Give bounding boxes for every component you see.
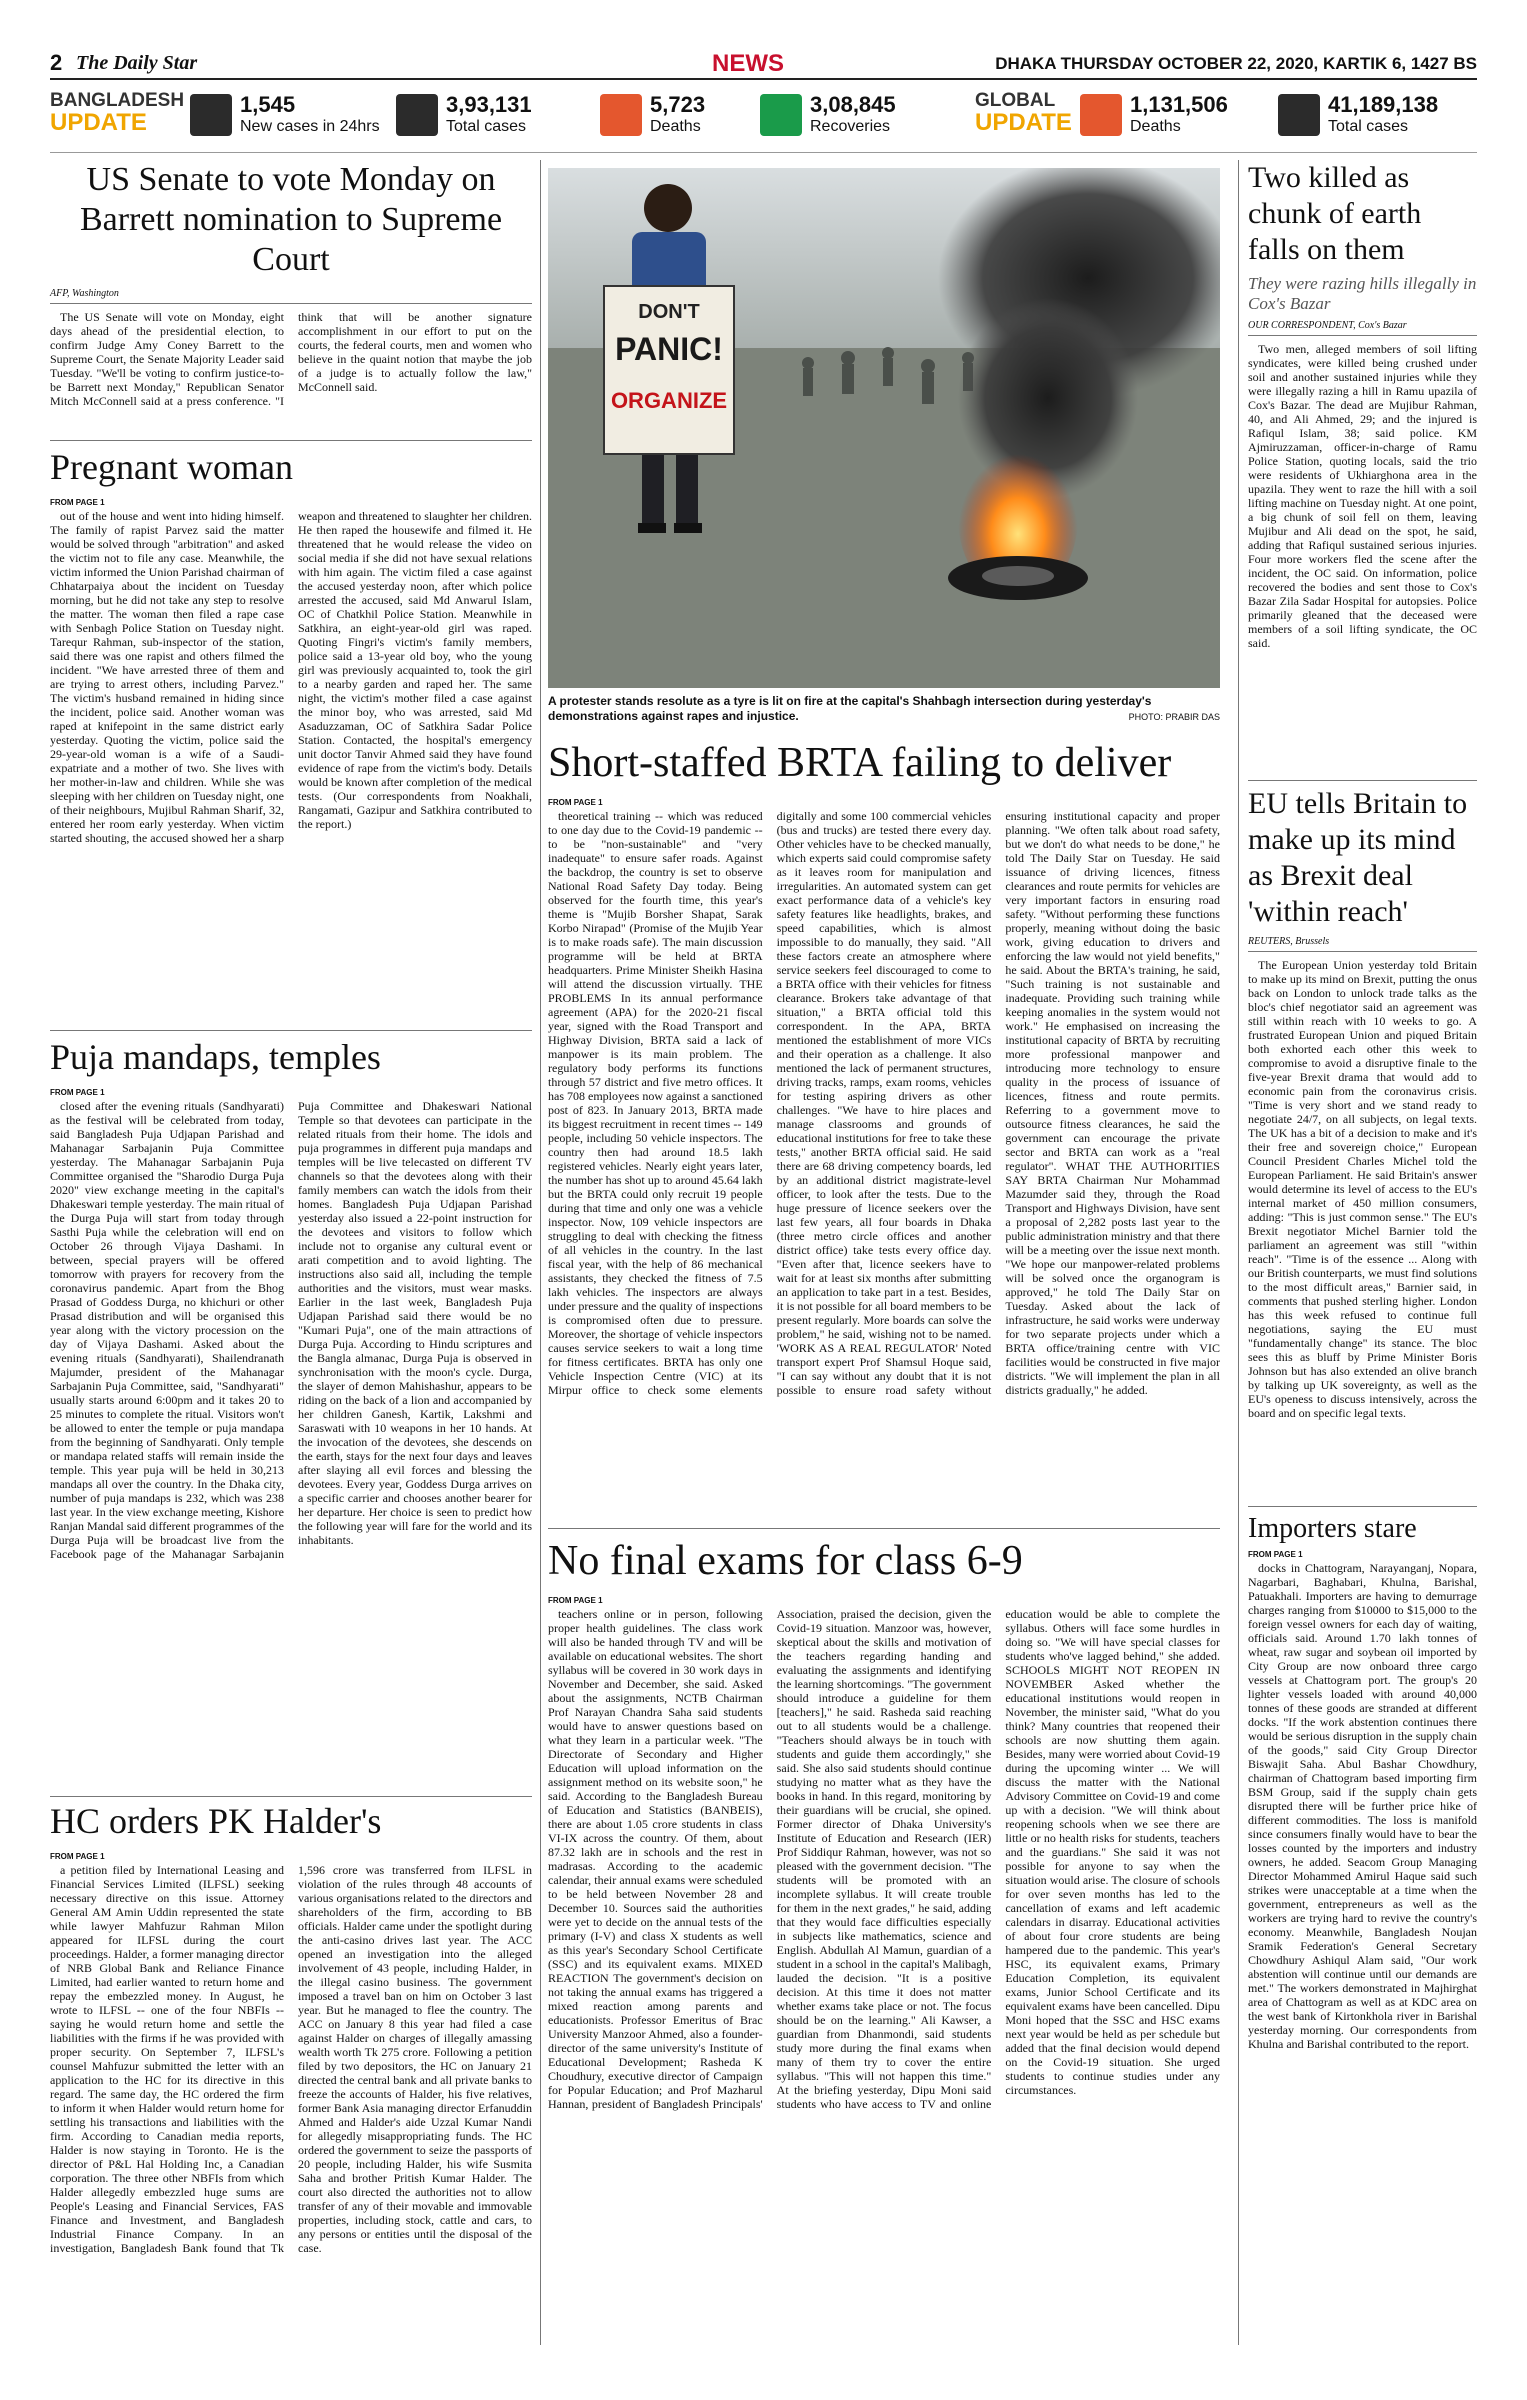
article-us-senate — [50, 160, 532, 428]
photo-svg — [548, 168, 1220, 688]
global-label-bottom: UPDATE — [975, 109, 1072, 136]
body-text: a petition filed by International Leasing and Financial Services Limited (ILFSL) seeking necessary directive on this issue. Attorney General AM Amin Uddin represented the state while lawyer Mahfuzur Rahman Milon appeared for ILFSL during the court proceedings. Halder, a former managing director of NRB Global Bank and Reliance Finance Limited, had earlier wanted to return home and repay the embezzled money. In August, he wrote to ILFSL -- one of the four NBFIs -- saying he would return home and settle the liabilities with the firms if he was provided with proper security. On September 7, ILFSL's counsel Mahfuzur submitted the letter with an application to the HC for its directive in this regard. The same day, the HC ordered the firm to inform it when Halder would return home for settling his transactions and liabilities with the firm. According to Canadian media reports, Halder is now staying in Toronto. He is the director of P&L Hal Holding Inc, a Canadian corporation. The three other NBFIs from which Halder allegedly embezzled huge sums are People's Leasing and Financial Services, FAS Finance and Investment, and Bangladesh Industrial Finance Company. In an investigation, Bangladesh Bank found that Tk 1,596 crore was transferred from ILFSL in violation of the rules through 48 accounts of various organisations related to the directors and shareholders of the firm, according to BB officials. Halder came under the spotlight during the anti-casino drives last year. The ACC opened an investigation into the alleged involvement of 43 people, including Halder, in the illegal casino business. The government imposed a travel ban on him on October 3 last year. But he managed to flee the country. The ACC on January 8 this year had filed a case against Halder on charges of illegally amassing wealth worth Tk 275 crore. Following a petition filed by two depositors, the HC on January 21 directed the central bank and all private banks to freeze the accounts of Halder, his five relatives, former Bank Asia managing director Erfanuddin Ahmed and Halder's aide Uzzal Kumar Nandi for allegedly misappropriating funds. The HC ordered the government to seize the passports of 20 people, including Halder, his wife Susmita Saha and brother Pritish Kumar Halder. The court also directed the authorities not to allow transfer of any of their movable and immovable properties, including stock, cattle and cars, to any persons or entities until the disposal of the case. — [50, 1863, 532, 2255]
stat-label: Deaths — [650, 118, 701, 135]
photo-caption: A protester stands resolute as a tyre is lit on fire at the capital's Shahbagh intersection during yesterday's demonstrations against rapes and injustice. — [548, 694, 1152, 723]
divider — [1248, 951, 1477, 952]
stat-value: 5,723 — [650, 92, 706, 117]
stat-label: Total cases — [1328, 118, 1409, 135]
from-page: FROM PAGE 1 — [50, 498, 105, 507]
divider — [1248, 1506, 1477, 1507]
article-body — [50, 1863, 532, 2393]
from-page: FROM PAGE 1 — [50, 1088, 105, 1097]
stat-value: 3,93,131 — [446, 92, 532, 117]
article-body — [1248, 1561, 1477, 2373]
protest-photo — [548, 168, 1220, 688]
page-number: 2 — [50, 50, 63, 75]
article-importers — [1248, 1512, 1477, 2373]
body-text: theoretical training -- which was reduced to one day due to the Covid-19 pandemic -- to be "non-sustainable" and "very inadequate" to ensure safer roads. Against the backdrop, the country is set to observe National Road Safety Day today. Being observed for the fourth time, this year's theme is "Mujib Borsher Shapat, Sarak Korbo Nirapad" (Promise of the Mujib Year is to make roads safe). The main discussion programme will be held at BRTA headquarters. Prime Minister Sheikh Hasina will attend the discussion virtually. THE PROBLEMS In its annual performance agreement (APA) for the 2020-21 fiscal year, signed with the Road Transport and Highway Division, BRTA said a lack of manpower is its main problem. The regulatory body performs its functions through 57 district and five metro offices. It has 708 employees now against a sanctioned post of 823. In January 2013, BRTA made its biggest recruitment in recent times -- 149 people, including 50 vehicle inspectors. The country then had around 18.5 lakh registered vehicles. Nearly eight years later, the number has shot up to around 45.64 lakh but the BRTA could only recruit 19 people during that time and only one was a vehicle inspector. Now, 109 vehicle inspectors are struggling to deal with checking the fitness of all vehicles in the country. In the last fiscal year, with the help of 86 mechanical assistants, they checked the fitness of 7.5 lakh vehicles. The inspectors are always under pressure and the quality of inspections is compromised often due to pressure. Moreover, the shortage of vehicle inspectors causes service seekers to wait a long time for fitness certificates. BRTA has only one Vehicle Inspection Centre (VIC) at its Mirpur office to check some elements digitally and some 100 commercial vehicles (bus and trucks) are tested there every day. Other vehicles have to be checked manually, which experts said could compromise safety as it leaves room for manipulation and irregularities. An automated system can get exact performance data of a vehicle's key safety features like headlights, brakes, and speed capabilities, which is almost impossible to do manually, they said. "All these factors create an atmosphere where service seekers feel discouraged to come to a BRTA office with their vehicles for fitness clearance. Brokers take advantage of that situation," a BRTA official told this correspondent. In the APA, BRTA mentioned the establishment of more VICs and their operation as a challenge. It also mentioned the lack of permanent structures, driving tracks, ramps, exam rooms, vehicles for testing aspiring drivers as other challenges. "We have to hire places and manage classrooms and grounds of educational institutions for free to take these tests," another BRTA official said. He said there are 68 driving competency boards, led by an additional district magistrate-level officer, to look after the tests. Due to the huge pressure of licence seekers over the last few years, all four boards in Dhaka (three metro circle offices and another district office) take tests every office day. "Even after that, licence seekers have to wait for at least six months after submitting an application to take part in a test. Besides, it is not possible for all board members to be present regularly. More boards can solve the problem," he said, wishing not to be named. 'WORK AS A REAL REGULATOR' Noted transport expert Prof Shamsul Hoque said, "I can say without any doubt that it is not possible to ensure road safety without ensuring institutional capacity and proper planning. "We often talk about road safety, but we don't do what needs to be done," he told The Daily Star on Tuesday. He said issuance of driving licences, fitness clearances and route permits for vehicles are very important factors in ensuring road safety. "Without performing these functions properly, meaning without doing the basic work, giving education to drivers and enforcing the law would not yield benefits," he said. About the BRTA's training, he said, "Such training is not sustainable and inadequate. Providing such training while keeping anomalies in the system would not work." He emphasised on increasing the institutional capacity of BRTA by recruiting more professional manpower and introducing more technology to ensure quality in the process of issuance of licences, fitness and route permits. Referring to a government move to outsource fitness clearances, he said the government can encourage the private sector and BRTA can work as a "real regulator". WHAT THE AUTHORITIES SAY BRTA Chairman Nur Mohammad Mazumder said they, through the Road Transport and Highways Division, have sent a proposal of 2,282 posts last year to the public administration ministry and that there will be a meeting over the issue next month. "We hope our manpower-related problems will be solved once the organogram is approved," he told The Daily Star on Tuesday. Asked about the lack of infrastructure, he said works were underway for two separate projects under which a BRTA office/training centre with VIC facilities would be constructed in five major districts. "We will implement the plan in all districts gradually," he added. — [548, 809, 1220, 1397]
body-text: closed after the evening rituals (Sandhyarati) as the festival will be celebrated from today, said Bangladesh Puja Udjapan Parishad and Mahanagar Sarbajanin Puja Committee yesterday. The Mahanagar Sarbajanin Puja Committee organised the "Sharodio Durga Puja 2020" view exchange meeting in the capital's Dhakeswari temple yesterday. The main ritual of the Durga Puja will start from today through Sasthi Puja while the celebration will end on October 26 through Vijaya Dashami. In between, special prayers will be offered tomorrow with prayers for recovery from the coronavirus pandemic. Apart from the Bhog Prasad of Goddess Durga, no khichuri or other Prasad distribution and will be organised this year along with the victory procession on the day of Vijaya Dashami. Asked about the evening rituals (Sandhyarati), Shailendranath Majumder, president of the Mahanagar Sarbajanin Puja Committee, said, "Sandhyarati" usually starts around 6:00pm and it takes 20 to 25 minutes to complete the ritual. Visitors won't be allowed to enter the temple or puja mandapa from the beginning of Sandhyarati. Only temple or mandapa related staffs will remain inside the temple. This year puja will be held in 30,213 mandaps all over the country. In the Dhaka city, number of puja mandaps is 232, which was 238 last year. In the view exchange meeting, Kishore Ranjan Mandal said different programmes of the Durga Puja will be broadcast live from the Facebook page of the Mahanagar Sarbajanin Puja Committee and Dhakeswari National Temple so that devotees can participate in the related rituals from their home. The idols and puja programmes in different puja mandaps and temples will be live telecasted on different TV channels so that the devotees along with their family members can watch the idols from their homes. Bangladesh Puja Udjapan Parishad yesterday also issued a 22-point instruction for the devotees and visitors to follow which include not to organise any cultural event or arati competition and to avoid lighting. The instructions also said all, including the temple authorities and the visitors, must wear masks. Earlier in the last week, Bangladesh Puja Udjapan Parishad said there would be no "Kumari Puja", one of the main attractions of Durga Puja. According to Hindu scriptures and the Bangla almanac, Durga Puja is observed in synchronisation with the moon's cycle. Durga, the slayer of demon Mahishashur, appears to be riding on the back of a lion and accompanied by her children Ganesh, Kartik, Lakshmi and Saraswati with 10 weapons in her 10 hands. At the invocation of the devotees, she descends on the earth, stays for the next four days and leaves after slaying all evil forces and blessing the devotees. Every year, Goddess Durga arrives on a specific carrier and chooses another bearer for her departure. Her choice is seen to predict how the following year will fare for the world and its inhabitants. — [50, 1099, 532, 1561]
bangladesh-update-label — [50, 90, 184, 134]
article-pregnant-woman — [50, 446, 532, 1034]
stat-value: 41,189,138 — [1328, 92, 1439, 117]
column-divider — [540, 160, 541, 2345]
section-name: NEWS — [712, 50, 784, 77]
divider — [1248, 335, 1477, 336]
headline: HC orders PK Halder's — [50, 1801, 382, 1841]
divider — [1248, 780, 1477, 781]
check-icon — [760, 94, 802, 136]
body-text: teachers online or in person, following proper health guidelines. The class work will also be handed through TV and will be available on educational websites. The short syllabus will be covered in 30 work days in November and December, she said. Asked about the assignments, NCTB Chairman Prof Narayan Chandra Saha said students would have to answer questions based on what they learn in a particular week. "The Directorate of Secondary and Higher Education will upload information on the assignment method on its website soon," he said. According to the Bangladesh Bureau of Education and Statistics (BANBEIS), there are about 1.05 crore students in class VI-IX across the country. Of them, about 87.32 lakh are in schools and the rest in madrasas. According to the academic calendar, their annual exams were scheduled to be held between November 28 and December 10. Sources said the authorities were yet to decide on the annual tests of the primary (I-V) and class X students as well as this year's Secondary School Certificate (SSC) and its equivalent exams. MIXED REACTION The government's decision on not taking the annual exams has triggered a mixed reaction among parents and educationists. Professor Emeritus of Brac University Manzoor Ahmed, also a founder-director of the same university's Institute of Educational Development; Rasheda K Choudhury, executive director of Campaign for Popular Education; and Prof Mazharul Hannan, president of Bangladesh Principals' Association, praised the decision, given the Covid-19 situation. Manzoor was, however, skeptical about the skills and motivation of the teachers regarding handing and evaluating the assignments and identifying the learning shortcomings. "The government should introduce a guideline for them [teachers]," he said. Rasheda said reaching out to all students would be a challenge. "Teachers should always be in touch with students and guide them accordingly," she said. She also said students should continue studying no matter what as they have the books in hand. In this regard, monitoring by their guardians will be crucial, she opined. Former director of Dhaka University's Institute of Education and Research (IER) Prof Siddiqur Rahman, however, was not so pleased with the government decision. "The students will be promoted with an incomplete syllabus. It will create trouble for them in the next grades," he said, adding that they would face difficulties especially in subjects like mathematics, science and English. Abdullah Al Mamun, guardian of a student in a school in the capital's Malibagh, lauded the decision. "It is a positive decision. At this time it does not matter whether exams take place or not. The focus should be on the learning." Ali Kawser, a guardian from Dhanmondi, said students study more during the final exams when many of them try to cover the entire syllabus. "This will not happen this time." At the briefing yesterday, Dipu Moni said students who have access to TV and online education would be able to complete the syllabus. Others will face some hurdles in doing so. "We will have special classes for students who've lagged behind," she added. SCHOOLS MIGHT NOT REOPEN IN NOVEMBER Asked whether the educational institutions would reopen in November, the minister said, "What do you think? Many countries that reopened their schools are now shutting them again. Besides, many were worried about Covid-19 during the upcoming winter ... We will discuss the matter with the National Advisory Committee on Covid-19 and come up with a decision. "We will think about reopening schools when we see there are little or no health risks for students, teachers and the guardians." She said it was not possible for anyone to say when the situation would arise. The closure of schools for over seven months has led to the cancellation of exams and left academic calendars in disarray. Educational activities of about four crore students are being hampered due to the pandemic. This year's HSC, its equivalent exams, Primary Education Completion, its equivalent exams, Junior School Certificate and its equivalent exams have been cancelled. Dipu Moni hoped that the SSC and HSC exams next year would be held as per schedule but added that the final decision would depend on the Covid-19 situation. She urged students to continue studies under any circumstances. — [548, 1607, 1220, 2111]
byline: REUTERS, Brussels — [1248, 936, 1330, 947]
byline: OUR CORRESPONDENT, Cox's Bazar — [1248, 320, 1407, 331]
divider — [50, 303, 532, 304]
stat-label: Recoveries — [810, 118, 891, 135]
article-body — [548, 809, 1220, 1531]
headline: Pregnant woman — [50, 447, 293, 487]
headline: No final exams for class 6-9 — [548, 1538, 1023, 1584]
coffin-icon — [600, 94, 642, 136]
subheadline: They were razing hills illegally in Cox's Bazar — [1248, 274, 1477, 313]
paper-name: The Daily Star — [76, 52, 198, 74]
headline: Puja mandaps, temples — [50, 1037, 381, 1077]
stat-value: 3,08,845 — [810, 92, 896, 117]
article-body — [50, 310, 532, 428]
article-hc-orders — [50, 1800, 532, 2393]
divider — [548, 1528, 1220, 1529]
tyre-hole — [982, 566, 1054, 586]
from-page: FROM PAGE 1 — [548, 1596, 603, 1605]
body-text: docks in Chattogram, Narayanganj, Nopara, Nagarbari, Baghabari, Khulna, Barishal, Patuakhali. Importers are having to demurrage charges ranging from $10000 to $15,000 to the foreign vessel owners for each day of waiting, officials said. Around 1.70 lakh tonnes of wheat, raw sugar and soybean oil imported by City Group are now onboard three cargo vessels at Chattogram port. The group's 20 lighter vessels loaded with around 40,000 tonnes of these goods are stranded at different docks. "If the work abstention continues there would be serious disruption in the supply chain of the goods," said City Group Director Biswajit Saha. Abul Bashar Chowdhury, chairman of Chattogram based importing firm BSM Group, said if the supply chain gets disrupted there will be further price hike of different commodities. The loss is manifold since consumers finally would have to bear the losses counted by the importers and industry owners, he added. Seacom Group Managing Director Mohammed Amirul Haque said such strikes were unacceptable at a time when the government, entrepreneurs as well as the workers are trying hard to revive the country's economy. Meanwhile, Bangladesh Noujan Sramik Federation's General Secretary Chowdhury Ashiqul Alam said, "Our work abstention will continue until our demands are met." The workers demonstrated in Majhirghat area of Chattogram as well as at KDC area on the west bank of Kirtonkhola river in Barishal yesterday morning. Our correspondents from Khulna and Barishal contributed to the report. — [1248, 1561, 1477, 2051]
divider — [50, 1796, 532, 1797]
divider — [50, 440, 532, 441]
masthead — [50, 50, 1477, 80]
coffin-icon — [1080, 94, 1122, 136]
bd-label-bottom: UPDATE — [50, 109, 147, 136]
body-text: Two men, alleged members of soil lifting syndicates, were killed being crushed under soil and another sustained injuries while they were illegally razing a hill in Ramu upazila of Cox's Bazar. The dead are Mujibur Rahman, 40, and Ali Ahmed, 29; and the injured is Rafiqul Islam, 38; said police. KM Ajmiruzzaman, officer-in-charge of Ramu Police Station, quoting locals, said the trio were residents of Ukhiarghona area in the upazila. They went to raze the hill with a soil lifting machine on Tuesday night. At one point, a big chunk of soil fell on them, leaving Mujibur and Ali dead on the spot, he said, adding that Rafiqul sustained serious injuries. Four more workers fled the scene after the incident, the OC said. On information, police recovered the bodies and sent those to Cox's Bazar Zila Sadar Hospital for autopsies. Police primarily gleaned that the deceased were members of a soil lifting syndicate, the OC said. — [1248, 342, 1477, 650]
sign-line-3: ORGANIZE — [610, 388, 728, 413]
column-divider — [1238, 160, 1239, 2345]
stat-value: 1,545 — [240, 92, 296, 117]
headline: Importers stare — [1248, 1513, 1417, 1544]
sign-line-2: PANIC! — [615, 331, 723, 367]
body-text: The US Senate will vote on Monday, eight days ahead of the presidential election, to confirm Judge Amy Coney Barrett to the Supreme Court, the Senate Majority Leader said Tuesday. "We'll be voting to confirm justice-to-be Barrett next Monday," Republican Senator Mitch McConnell said at a press conference. "I think that will be another signature accomplishment in our effort to put on the courts, the federal courts, men and women who believe in the quaint notion that maybe the job of a judge is to actually follow the law," McConnell said. — [50, 310, 532, 408]
article-exams — [548, 1536, 1220, 2387]
headline: Two killed as chunk of earth falls on them — [1248, 161, 1422, 266]
bd-label-top: BANGLADESH — [50, 90, 185, 111]
global-update-label — [975, 90, 1072, 134]
article-body — [50, 509, 532, 1034]
patient-icon — [1278, 94, 1320, 136]
article-body — [1248, 342, 1477, 734]
body-text: out of the house and went into hiding himself. The family of rapist Parvez said the matter would be solved through "arbitration" and asked the victim not to file any case. Meanwhile, the victim informed the Union Parishad chairman of Chhatarpaiya about the incident on Tuesday morning, but he did not take any step to resolve the matter. The woman then filed a rape case with Senbagh Police Station on Tuesday night. Tarequr Rahman, sub-inspector of the station, said there was one rapist and others filmed the incident. "We have arrested three of them and are trying to arrest others, including Parvez." The victim's husband remained in hiding since the incident, police said. Another woman was raped at knifepoint in the same district early yesterday. Quoting the victim, police said the 29-year-old woman is a wife of a Saudi-expatriate and a mother of two. She lives with her mother-in-law and children. While she was sleeping with her children on Tuesday night, one of their neighbours, Mujibul Rahman Sharif, 32, entered her room early yesterday. When victim started shouting, the accused showed her a sharp weapon and threatened to slaughter her children. He then raped the housewife and filmed it. He threatened that he would release the video on social media if she did not have sexual relations with him again. The victim filed a case against the accused yesterday noon, after which police arrested the accused, said Md Anwarul Islam, OC of Chatkhil Police Station. Meanwhile in Satkhira, an eight-year-old girl was raped. Quoting Fingri's victim's family members, police said a 13-year old boy, who the young girl was previously acquainted to, took the girl to a nearby garden and raped her. The same night, the victim's mother filed a case against the minor boy, who was arrested, said Md Asaduzzaman, OC of Satkhira Sadar Police Station. Contacted, the hospital's emergency unit doctor Tanvir Ahmed said they have found evidence of rape from the victim's body. Details would be known after completion of the medical tests. (Our correspondents from Noakhali, Rangamati, Gazipur and Satkhira contributed to the report.) — [50, 509, 532, 845]
stat-label: New cases in 24hrs — [240, 118, 380, 135]
headline: Short-staffed BRTA failing to deliver — [548, 740, 1172, 786]
photo-caption-block — [548, 694, 1220, 722]
body-text: The European Union yesterday told Britain to make up its mind on Brexit, putting the onus back on London to unlock trade talks as the bloc's chief negotiator said an agreement was still within reach with 10 weeks to go. A frustrated European Union and piqued Britain both exhorted each other this week to compromise to avoid a disruptive finale to the five-year Brexit drama that would add to economic pain from the coronavirus crisis. "Time is very short and we stand ready to negotiate 24/7, on all subjects, on legal texts. The UK has a bit of a decision to make and it's their free and sovereign choice," European Council President Charles Michel told the European Parliament. He said Britain's answer would determine its level of access to the EU's internal market of 450 million consumers, adding: "This is just common sense." The EU's Brexit negotiator Michel Barnier told the parliament an agreement was still "within reach". "Time is of the essence ... Along with our British counterparts, we must find solutions to the most difficult areas," Barnier said, in comments that pushed sterling higher. London has this week refused to continue full negotiations, saying the EU must "fundamentally change" its stance. The bloc sees this as bluff by Prime Minister Boris Johnson but has also extended an olive branch by talking up UK sovereignty, as well as the EU's openess to discuss intensively, across the board and on specific legal texts. — [1248, 958, 1477, 1420]
byline: AFP, Washington — [50, 288, 119, 299]
covid-update-strip — [50, 84, 1477, 153]
from-page: FROM PAGE 1 — [548, 798, 603, 807]
headline: US Senate to vote Monday on Barrett nomination to Supreme Court — [79, 161, 503, 278]
stat-label: Total cases — [446, 118, 527, 135]
article-body — [1248, 958, 1477, 1504]
hospital-icon — [190, 94, 232, 136]
from-page: FROM PAGE 1 — [50, 1852, 105, 1861]
protest-sign — [604, 286, 734, 454]
issue-date: DHAKA THURSDAY OCTOBER 22, 2020, KARTIK 6, 1427 BS — [995, 54, 1477, 73]
stat-value: 1,131,506 — [1130, 92, 1228, 117]
headline: EU tells Britain to make up its mind as Brexit deal 'within reach' — [1248, 787, 1468, 928]
article-coxs-bazar — [1248, 160, 1477, 734]
from-page: FROM PAGE 1 — [1248, 1550, 1303, 1559]
article-brta — [548, 738, 1220, 1531]
stat-label: Deaths — [1130, 118, 1181, 135]
article-eu-brexit — [1248, 786, 1477, 1504]
photo-credit: PHOTO: PRABIR DAS — [1128, 712, 1220, 722]
divider — [50, 1030, 532, 1031]
patient-icon — [396, 94, 438, 136]
sign-line-1: DON'T — [638, 301, 700, 323]
article-body — [548, 1607, 1220, 2387]
global-label-top: GLOBAL — [975, 90, 1056, 111]
